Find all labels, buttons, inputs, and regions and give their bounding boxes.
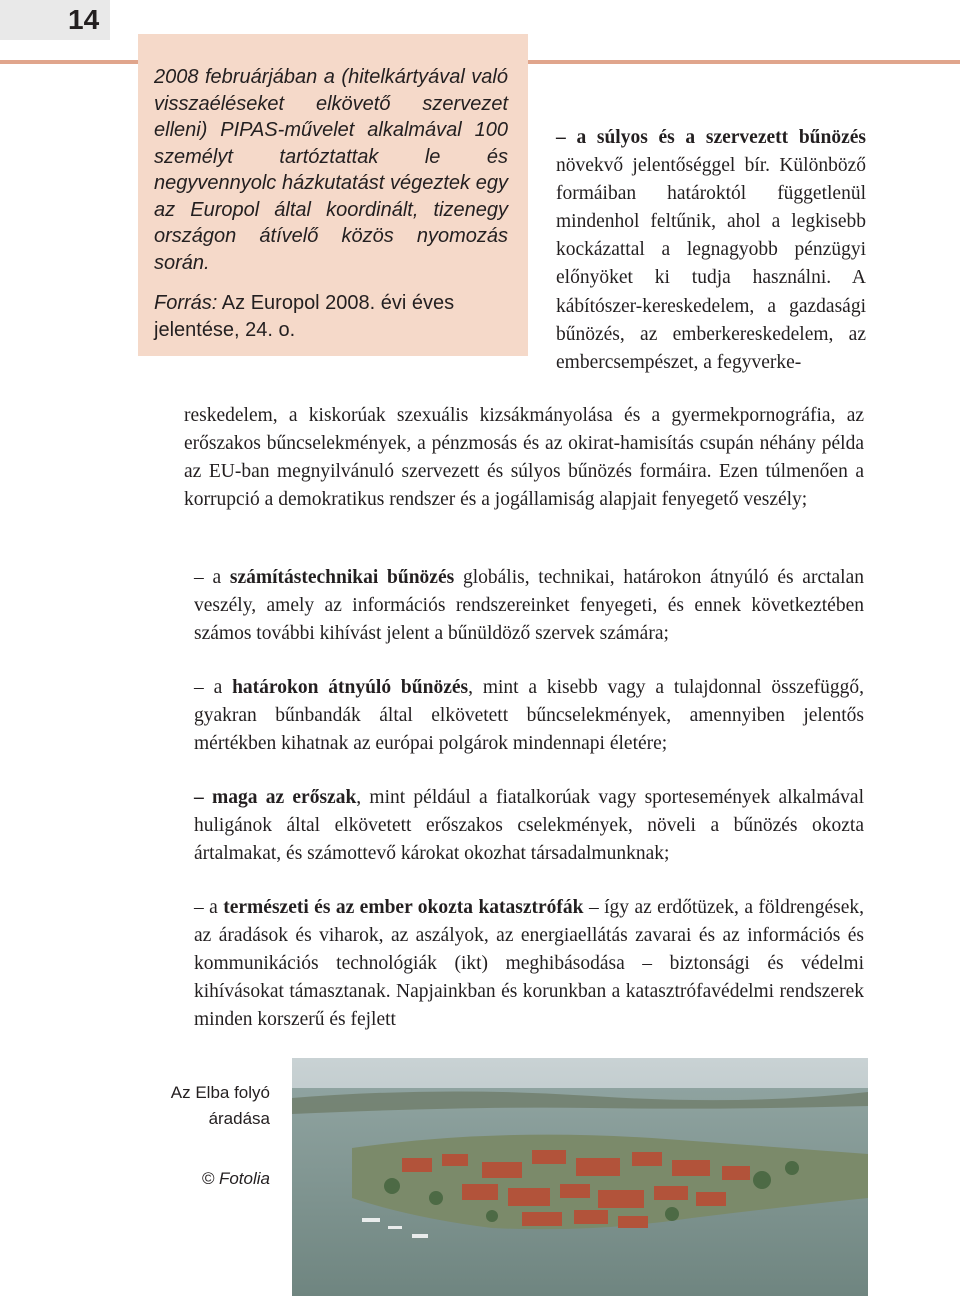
- violence-text: , mint például a fiatalkorúak vagy sportesemények alkalmával huligánok által elkövetett erőszakos cselekmények, növeli a bűnözés okozta ártalmakat, és számottevő károkat okozhat társadalmunknak;: [194, 787, 864, 865]
- disasters-paragraph: [194, 894, 864, 1034]
- flood-photo-illustration: [292, 1058, 868, 1296]
- cyber-text: globális, technikai, határokon átnyúló és arctalan veszély, amely az információs rendszereinket fenyegeti, és ennek következtében számos további kihívást jelent a bűnüldöző szervek számára;: [194, 567, 864, 645]
- sidebar-source: [154, 290, 508, 343]
- page-number: 14: [0, 0, 110, 40]
- crossborder-text: , mint a kisebb vagy a tulajdonnal összefüggő, gyakran bűnbandák által elkövetett bűncselekmények, amennyiben jelentős mértékben kihatnak az európai polgárok mindennapi életére;: [194, 677, 865, 755]
- cyber-bold: számítástechnikai bűnözés: [229, 567, 455, 588]
- source-text: Az Europol 2008. évi éves jelentése, 24. o.: [154, 292, 455, 341]
- organized-crime-continuation: reskedelem, a kiskorúak szexuális kizsákmányolása és a gyermekpornográfia, az erőszakos bűncselekmények, a pénzmosás és az okirat-hamisítás csupán néhány példa az EU-ban megnyilvánuló szervezett és súlyos bűnözés formáira. Ezen túlmenően a korrupció a demokratikus rendszer és a jogállamiság alapjait fenyegető veszély;: [184, 405, 864, 511]
- disasters-bold: természeti és az ember okozta katasztrófák: [223, 897, 584, 918]
- figure-caption-block: [150, 1080, 270, 1192]
- organized-dash: –: [556, 127, 577, 148]
- disasters-text: – így az erdőtüzek, a földrengések, az áradások és viharok, az aszályok, az energiaellátás zavarai és az információs és kommunikációs technológiák (ikt) meghibásodása – biztonsági és védelmi kihívásokat támasztanak. Napjainkban és korunkban a katasztrófavédelmi rendszerek minden korszerű és fejlett: [194, 897, 865, 1031]
- crossborder-pre: – a: [194, 677, 233, 698]
- figure-credit: © Fotolia: [201, 1169, 270, 1188]
- violence-paragraph: [194, 784, 864, 868]
- source-label: Forrás:: [154, 292, 218, 314]
- organized-crime-paragraph: [556, 124, 866, 377]
- sidebar-quote: 2008 februárjában a (hitelkártyával való visszaéléseket elkövető szervezet elleni) PIPAS-művelet alkalmával 100 személyt tartóztattak le és negyvennyolc házkutatást végeztek egy az Europol által koordinált, tizenegy országon átívelő közös nyomozás során.: [154, 66, 508, 274]
- sidebar-box: [138, 34, 528, 356]
- disasters-pre: – a: [194, 897, 224, 918]
- organized-text: növekvő jelentőséggel bír. Különböző formáiban határoktól függetlenül mindenhol feltűnik, ahol a legkisebb kockázattal a legnagyobb pénzügyi előnyöket ki tudja használni. A kábítószer-kereskedelem, a gazdasági bűnözés, az emberkereskedelem, az embercsempészet, a fegyverke-: [556, 155, 866, 373]
- flood-photo: [292, 1058, 868, 1296]
- figure-caption: Az Elba folyó áradása: [170, 1083, 270, 1128]
- violence-bold: – maga az erőszak: [194, 787, 357, 808]
- crossborder-bold: határokon átnyúló bűnözés: [232, 677, 469, 698]
- organized-bold: a súlyos és a szervezett bűnözés: [576, 127, 866, 148]
- crossborder-crime-paragraph: [194, 674, 864, 758]
- cyber-pre: – a: [194, 567, 230, 588]
- cybercrime-paragraph: [194, 564, 864, 648]
